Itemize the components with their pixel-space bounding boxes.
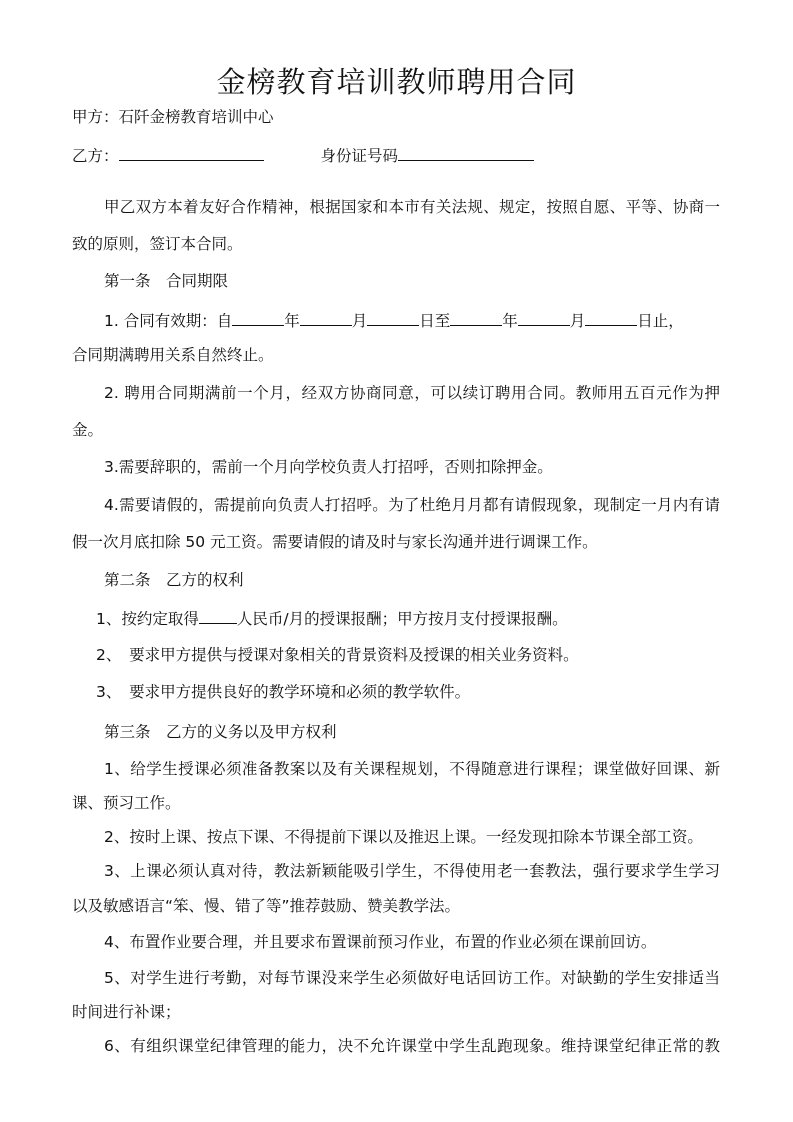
document-title: 金榜教育培训教师聘用合同 [216,65,577,99]
remuneration-amount-blank[interactable] [199,606,237,624]
article-1-clause-4-line-1: 4.需要请假的，需提前向负责人打招呼。为了杜绝月月都有请假现象，现制定一月内有请 [104,496,720,514]
article-3-heading: 第三条 乙方的义务以及甲方权利 [104,723,337,741]
article-1-clause-2-line-1: 2. 聘用合同期满前一个月，经双方协商同意，可以续订聘用合同。教师用五百元作为押 [104,384,720,402]
article-2-clause-3: 3、 要求甲方提供良好的教学环境和必须的教学软件。 [96,683,471,701]
end-year-blank[interactable] [450,308,502,326]
intro-paragraph-line-2: 致的原则，签订本合同。 [72,235,243,253]
start-month-blank[interactable] [300,308,352,326]
day-end-label: 日止， [637,312,684,330]
year-label: 年 [502,312,518,330]
article-3-clause-3-line-2: 以及敏感语言“笨、慢、错了等”推荐鼓励、赞美教学法。 [72,897,461,915]
party-a-line: 甲方：石阡金榜教育培训中心 [72,108,274,126]
article-1-clause-4-line-2: 假一次月底扣除 50 元工资。需要请假的请及时与家长沟通并进行调课工作。 [72,533,598,551]
party-b-line [72,143,722,167]
intro-paragraph-line-1: 甲乙双方本着友好合作精神，根据国家和本市有关法规、规定，按照自愿、平等、协商一 [104,198,720,216]
article-1-clause-3: 3.需要辞职的，需前一个月向学校负责人打招呼，否则扣除押金。 [104,458,553,476]
day-to-label: 日至 [419,312,451,330]
article-3-clause-2: 2、按时上课、按点下课、不得提前下课以及推迟上课。一经发现扣除本节课全部工资。 [104,828,703,846]
id-number-label: 身份证号码 [320,147,399,165]
article-1-clause-1 [104,308,720,332]
start-year-blank[interactable] [232,308,284,326]
month-label: 月 [569,312,586,330]
remuneration-suffix: 人民币/月的授课报酬；甲方按月支付授课报酬。 [236,610,568,628]
article-3-clause-6-line-1: 6、有组织课堂纪律管理的能力，决不允许课堂中学生乱跑现象。维持课堂纪律正常的教 [104,1037,720,1055]
party-b-name-blank[interactable] [119,143,264,161]
article-2-clause-2: 2、 要求甲方提供与授课对象相关的背景资料及授课的相关业务资料。 [96,646,579,664]
article-1-clause-1-cont: 合同期满聘用关系自然终止。 [72,346,274,364]
start-day-blank[interactable] [367,308,419,326]
article-3-clause-5-line-2: 时间进行补课； [72,1003,181,1021]
id-number-blank[interactable] [398,143,534,161]
article-1-clause-2-line-2: 金。 [72,421,104,439]
article-3-clause-5-line-1: 5、对学生进行考勤，对每节课没来学生必须做好电话回访工作。对缺勤的学生安排适当 [104,969,720,987]
article-3-clause-3-line-1: 3、上课必须认真对待，教法新颖能吸引学生，不得使用老一套教法，强行要求学生学习 [104,862,720,880]
article-1-heading: 第一条 合同期限 [104,272,229,290]
article-2-clause-1 [96,606,746,630]
end-month-blank[interactable] [518,308,570,326]
end-day-blank[interactable] [585,308,637,326]
remuneration-prefix: 1、按约定取得 [96,610,199,628]
contract-term-prefix: 1. 合同有效期：自 [104,312,233,330]
article-3-clause-4: 4、布置作业要合理，并且要求布置课前预习作业，布置的作业必须在课前回访。 [104,933,657,951]
year-label: 年 [284,312,300,330]
article-3-clause-1-line-1: 1、给学生授课必须准备教案以及有关课程规划，不得随意进行课程；课堂做好回课、新 [104,760,720,778]
article-3-clause-1-line-2: 课、预习工作。 [72,794,181,812]
month-label: 月 [351,312,368,330]
article-2-heading: 第二条 乙方的权利 [104,571,244,589]
party-b-label: 乙方： [72,147,119,165]
